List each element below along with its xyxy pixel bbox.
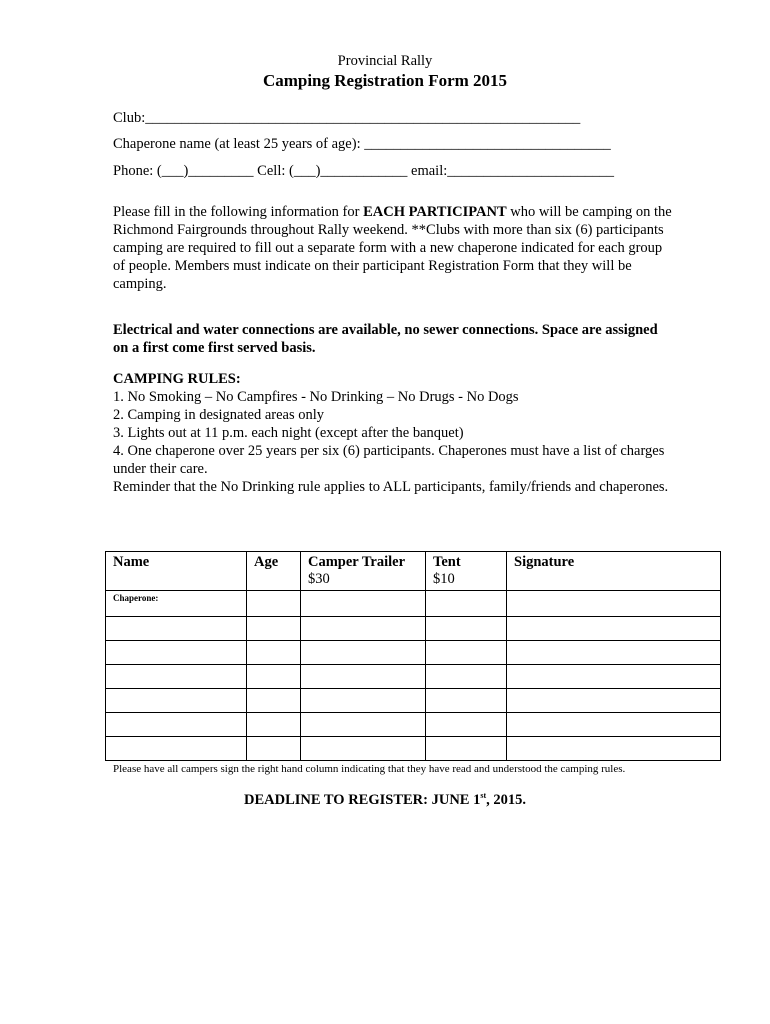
table-cell[interactable] bbox=[301, 689, 426, 713]
chaperone-name-field[interactable]: Chaperone name (at least 25 years of age): __________________________________ bbox=[113, 136, 611, 152]
table-cell[interactable] bbox=[426, 737, 507, 761]
column-header-camper-trailer: Camper Trailer $30 bbox=[301, 552, 426, 591]
table-cell[interactable] bbox=[106, 665, 247, 689]
table-cell[interactable] bbox=[507, 713, 721, 737]
intro-paragraph bbox=[113, 203, 673, 293]
table-row bbox=[106, 689, 721, 713]
rule-item: 1. No Smoking – No Campfires - No Drinking – No Drugs - No Dogs bbox=[113, 389, 519, 405]
table-cell[interactable] bbox=[507, 641, 721, 665]
camper-trailer-price: $30 bbox=[308, 571, 330, 587]
date-suffix: st bbox=[480, 791, 487, 800]
table-cell[interactable] bbox=[507, 665, 721, 689]
signature-instruction: Please have all campers sign the right hand column indicating that they have read and understood the camping rules. bbox=[113, 763, 626, 775]
column-header-tent: Tent $10 bbox=[426, 552, 507, 591]
table-cell[interactable] bbox=[247, 689, 301, 713]
table-cell[interactable] bbox=[106, 737, 247, 761]
table-cell[interactable] bbox=[507, 591, 721, 617]
club-field[interactable]: Club:____________________________________________________________ bbox=[113, 110, 581, 126]
table-header-row bbox=[106, 552, 721, 591]
rule-item: 2. Camping in designated areas only bbox=[113, 407, 325, 423]
table-cell[interactable] bbox=[426, 713, 507, 737]
column-header-name: Name bbox=[106, 552, 247, 591]
rule-reminder: Reminder that the No Drinking rule applies to ALL participants, family/friends and chaperones. bbox=[113, 479, 669, 495]
table-cell[interactable] bbox=[426, 665, 507, 689]
rule-item: 3. Lights out at 11 p.m. each night (except after the banquet) bbox=[113, 425, 464, 441]
intro-emphasis: EACH PARTICIPANT bbox=[363, 204, 507, 220]
contact-fields[interactable]: Phone: (___)_________ Cell: (___)____________ email:_______________________ bbox=[113, 163, 615, 179]
rule-item: 4. One chaperone over 25 years per six (6) participants. Chaperones must have a list of charges under their care. bbox=[113, 443, 665, 477]
table-cell[interactable] bbox=[106, 617, 247, 641]
chaperone-cell[interactable]: Chaperone: bbox=[106, 591, 247, 617]
table-cell[interactable] bbox=[106, 713, 247, 737]
table-cell[interactable] bbox=[247, 713, 301, 737]
form-subtitle: Provincial Rally bbox=[337, 53, 433, 69]
table-cell[interactable] bbox=[507, 689, 721, 713]
tent-price: $10 bbox=[433, 571, 455, 587]
table-cell[interactable] bbox=[301, 737, 426, 761]
camping-rules-heading: CAMPING RULES: bbox=[113, 371, 241, 387]
table-cell[interactable] bbox=[301, 617, 426, 641]
connections-notice-text: Electrical and water connections are available, no sewer connections. Space are assigned on a first come first served basis. bbox=[113, 322, 658, 356]
participant-table bbox=[105, 551, 721, 761]
table-cell[interactable] bbox=[106, 641, 247, 665]
table-row bbox=[106, 665, 721, 689]
column-header-signature: Signature bbox=[507, 552, 721, 591]
column-header-age: Age bbox=[247, 552, 301, 591]
connections-notice bbox=[113, 321, 673, 357]
table-row bbox=[106, 617, 721, 641]
table-cell[interactable] bbox=[426, 591, 507, 617]
table-row bbox=[106, 713, 721, 737]
table-cell[interactable] bbox=[247, 591, 301, 617]
table-cell[interactable] bbox=[301, 665, 426, 689]
table-cell[interactable] bbox=[247, 665, 301, 689]
table-cell[interactable] bbox=[507, 737, 721, 761]
intro-text-start: Please fill in the following information for bbox=[113, 204, 364, 220]
table-cell[interactable] bbox=[106, 689, 247, 713]
table-row-chaperone bbox=[106, 591, 721, 617]
table-cell[interactable] bbox=[247, 737, 301, 761]
table-row bbox=[106, 641, 721, 665]
table-cell[interactable] bbox=[426, 689, 507, 713]
table-cell[interactable] bbox=[301, 641, 426, 665]
table-cell[interactable] bbox=[426, 641, 507, 665]
table-cell[interactable] bbox=[301, 713, 426, 737]
camping-rules bbox=[113, 370, 673, 496]
table-cell[interactable] bbox=[247, 641, 301, 665]
table-cell[interactable] bbox=[426, 617, 507, 641]
form-title: Camping Registration Form 2015 bbox=[262, 71, 508, 90]
table-cell[interactable] bbox=[301, 591, 426, 617]
registration-deadline: DEADLINE TO REGISTER: JUNE 1st, 2015. bbox=[243, 791, 526, 808]
table-cell[interactable] bbox=[507, 617, 721, 641]
table-cell[interactable] bbox=[247, 617, 301, 641]
intro-text-end: who will be camping on the Richmond Fairgrounds throughout Rally weekend. **Clubs with more than six (6) participants camping are required to fill out a separate form with a new chaperone indicated for each group of people. Members must indicate on their participant Registration Form that they will be camping. bbox=[113, 204, 672, 292]
table-row bbox=[106, 737, 721, 761]
